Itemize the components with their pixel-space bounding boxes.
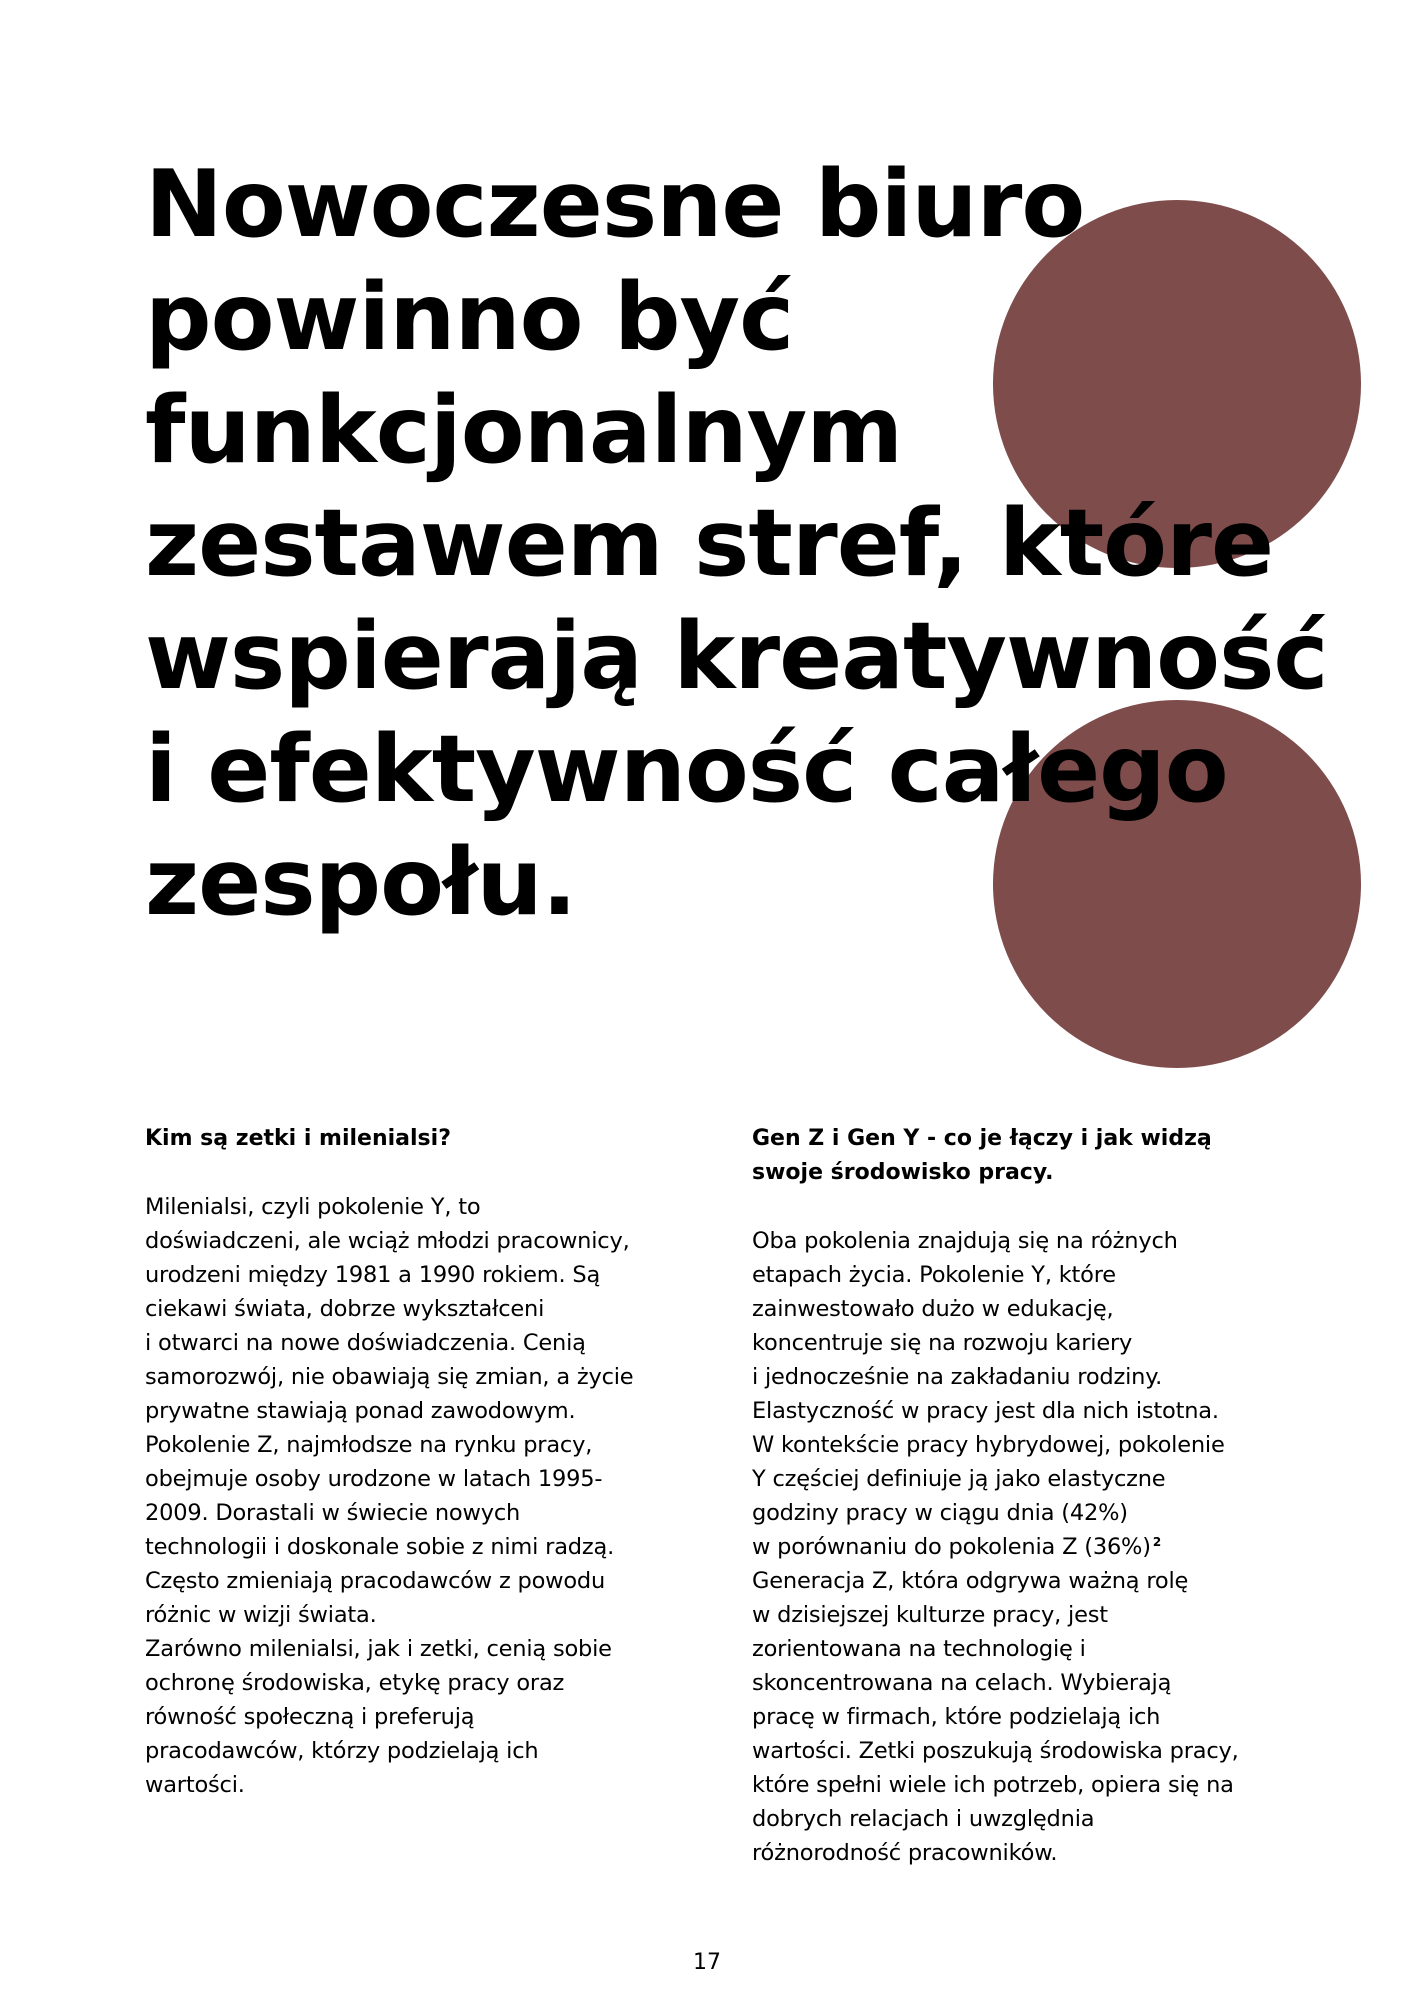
body-line: różnorodność pracowników. bbox=[752, 1840, 1058, 1866]
body-line: etapach życia. Pokolenie Y, które bbox=[752, 1262, 1116, 1288]
body-line: które spełni wiele ich potrzeb, opiera się na bbox=[752, 1772, 1234, 1798]
body-line-with-footnote bbox=[752, 1530, 1312, 1564]
body-line: Y częściej definiuje ją jako elastyczne bbox=[752, 1466, 1166, 1492]
headline-line: funkcjonalnym bbox=[145, 376, 903, 484]
body-line: równość społeczną i preferują bbox=[145, 1704, 475, 1730]
body-line: Często zmieniają pracodawców z powodu bbox=[145, 1568, 606, 1594]
headline-line: powinno być bbox=[145, 263, 794, 371]
body-line: skoncentrowana na celach. Wybierają bbox=[752, 1670, 1172, 1696]
left-column-body bbox=[145, 1190, 705, 1802]
body-line: w dzisiejszej kulturze pracy, jest bbox=[752, 1602, 1108, 1628]
heading-line: Kim są zetki i milenialsi? bbox=[145, 1126, 451, 1151]
headline-line: Nowoczesne biuro bbox=[145, 150, 1085, 258]
page-number: 17 bbox=[693, 1950, 721, 1975]
body-line: doświadczeni, ale wciąż młodzi pracownicy, bbox=[145, 1228, 630, 1254]
left-column bbox=[145, 1122, 705, 1802]
body-line: pracę w firmach, które podzielają ich bbox=[752, 1704, 1161, 1730]
body-line: Generacja Z, która odgrywa ważną rolę bbox=[752, 1568, 1189, 1594]
body-line: wartości. bbox=[145, 1772, 245, 1798]
body-line: godziny pracy w ciągu dnia (42%) bbox=[752, 1500, 1128, 1526]
body-line: 2009. Dorastali w świecie nowych bbox=[145, 1500, 521, 1526]
heading-line: Gen Z i Gen Y - co je łączy i jak widzą bbox=[752, 1126, 1212, 1151]
body-line: ochronę środowiska, etykę pracy oraz bbox=[145, 1670, 565, 1696]
body-line-text: w porównaniu do pokolenia Z (36%) bbox=[752, 1534, 1151, 1560]
body-line: prywatne stawiają ponad zawodowym. bbox=[145, 1398, 576, 1424]
body-line: dobrych relacjach i uwzględnia bbox=[752, 1806, 1095, 1832]
heading-line: swoje środowisko pracy. bbox=[752, 1160, 1054, 1185]
body-line: obejmuje osoby urodzone w latach 1995- bbox=[145, 1466, 603, 1492]
body-line: różnic w wizji świata. bbox=[145, 1602, 377, 1628]
body-line: koncentruje się na rozwoju kariery bbox=[752, 1330, 1133, 1356]
left-column-heading bbox=[145, 1122, 705, 1156]
headline-line: wspierają kreatywność bbox=[145, 602, 1328, 710]
body-line: W kontekście pracy hybrydowej, pokolenie bbox=[752, 1432, 1225, 1458]
headline-line: zestawem stref, które bbox=[145, 489, 1274, 597]
right-column bbox=[752, 1122, 1312, 1870]
right-column-heading bbox=[752, 1122, 1312, 1190]
body-line: zorientowana na technologię i bbox=[752, 1636, 1086, 1662]
footnote-marker: 2 bbox=[1152, 1534, 1161, 1549]
body-line: Elastyczność w pracy jest dla nich istotna. bbox=[752, 1398, 1219, 1424]
body-line: i otwarci na nowe doświadczenia. Cenią bbox=[145, 1330, 586, 1356]
body-line: Pokolenie Z, najmłodsze na rynku pracy, bbox=[145, 1432, 593, 1458]
body-line: urodzeni między 1981 a 1990 rokiem. Są bbox=[145, 1262, 601, 1288]
body-line: zainwestowało dużo w edukację, bbox=[752, 1296, 1114, 1322]
body-line: technologii i doskonale sobie z nimi radzą. bbox=[145, 1534, 615, 1560]
right-column-body bbox=[752, 1224, 1312, 1870]
headline-line: i efektywność całego bbox=[145, 715, 1228, 823]
body-line: Zarówno milenialsi, jak i zetki, cenią sobie bbox=[145, 1636, 612, 1662]
body-line: wartości. Zetki poszukują środowiska pracy, bbox=[752, 1738, 1239, 1764]
body-line: samorozwój, nie obawiają się zmian, a życie bbox=[145, 1364, 634, 1390]
body-line: Milenialsi, czyli pokolenie Y, to bbox=[145, 1194, 481, 1220]
body-line: i jednocześnie na zakładaniu rodziny. bbox=[752, 1364, 1163, 1390]
page-headline bbox=[145, 148, 1328, 939]
headline-line: zespołu. bbox=[145, 828, 577, 936]
body-line: ciekawi świata, dobrze wykształceni bbox=[145, 1296, 545, 1322]
body-line: Oba pokolenia znajdują się na różnych bbox=[752, 1228, 1178, 1254]
body-line: pracodawców, którzy podzielają ich bbox=[145, 1738, 539, 1764]
